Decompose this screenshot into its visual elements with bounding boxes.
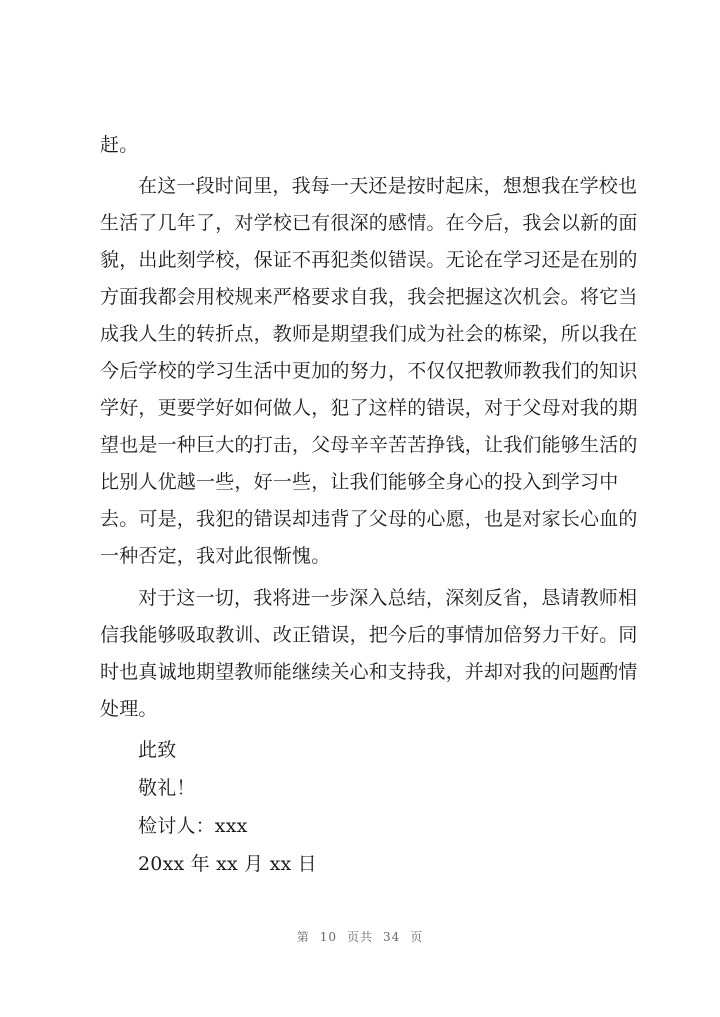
signer-line: 检讨人：xxx [138, 815, 248, 837]
paragraph-first-line: 在这一段时间里，我每一天还是按时起床，想想我在学校也 [138, 175, 638, 197]
page-footer [0, 928, 720, 945]
footer-current-page: 10 [319, 930, 337, 944]
text-line: 比别人优越一些，好一些，让我们能够全身心的投入到学习中 [100, 471, 619, 493]
text-line: 貌，出此刻学校，保证不再犯类似错误。无论在学习还是在别的 [100, 249, 638, 271]
footer-page-label: 第 [296, 930, 310, 944]
footer-total-pages: 34 [383, 930, 401, 944]
closing-salutation: 此致 [138, 739, 177, 761]
text-line: 成我人生的转折点，教师是期望我们成为社会的栋梁，所以我在 [100, 323, 638, 345]
paragraph-first-line: 对于这一切，我将进一步深入总结，深刻反省，恳请教师相 [138, 587, 638, 609]
text-line: 学好，更要学好如何做人，犯了这样的错误，对于父母对我的期 [100, 397, 638, 419]
text-line: 一种否定，我对此很惭愧。 [100, 545, 331, 567]
text-line: 去。可是，我犯的错误却违背了父母的心愿，也是对家长心血的 [100, 508, 638, 530]
text-line: 生活了几年了，对学校已有很深的感情。在今后，我会以新的面 [100, 212, 638, 234]
footer-page-end: 页 [410, 930, 424, 944]
footer-page-unit: 页共 [346, 930, 373, 944]
text-line: 处理。 [100, 698, 158, 720]
closing-respect: 敬礼！ [138, 777, 196, 799]
text-line: 信我能够吸取教训、改正错误，把今后的事情加倍努力干好。同 [100, 624, 638, 646]
text-line: 望也是一种巨大的打击，父母辛辛苦苦挣钱，让我们能够生活的 [100, 434, 638, 456]
date-line: 20xx 年 xx 月 xx 日 [138, 853, 317, 875]
text-line: 时也真诚地期望教师能继续关心和支持我，并却对我的问题酌情 [100, 661, 638, 683]
text-line: 今后学校的学习生活中更加的努力，不仅仅把教师教我们的知识 [100, 360, 638, 382]
text-line: 方面我都会用校规来严格要求自我，我会把握这次机会。将它当 [100, 286, 638, 308]
text-line: 赶。 [100, 134, 139, 156]
